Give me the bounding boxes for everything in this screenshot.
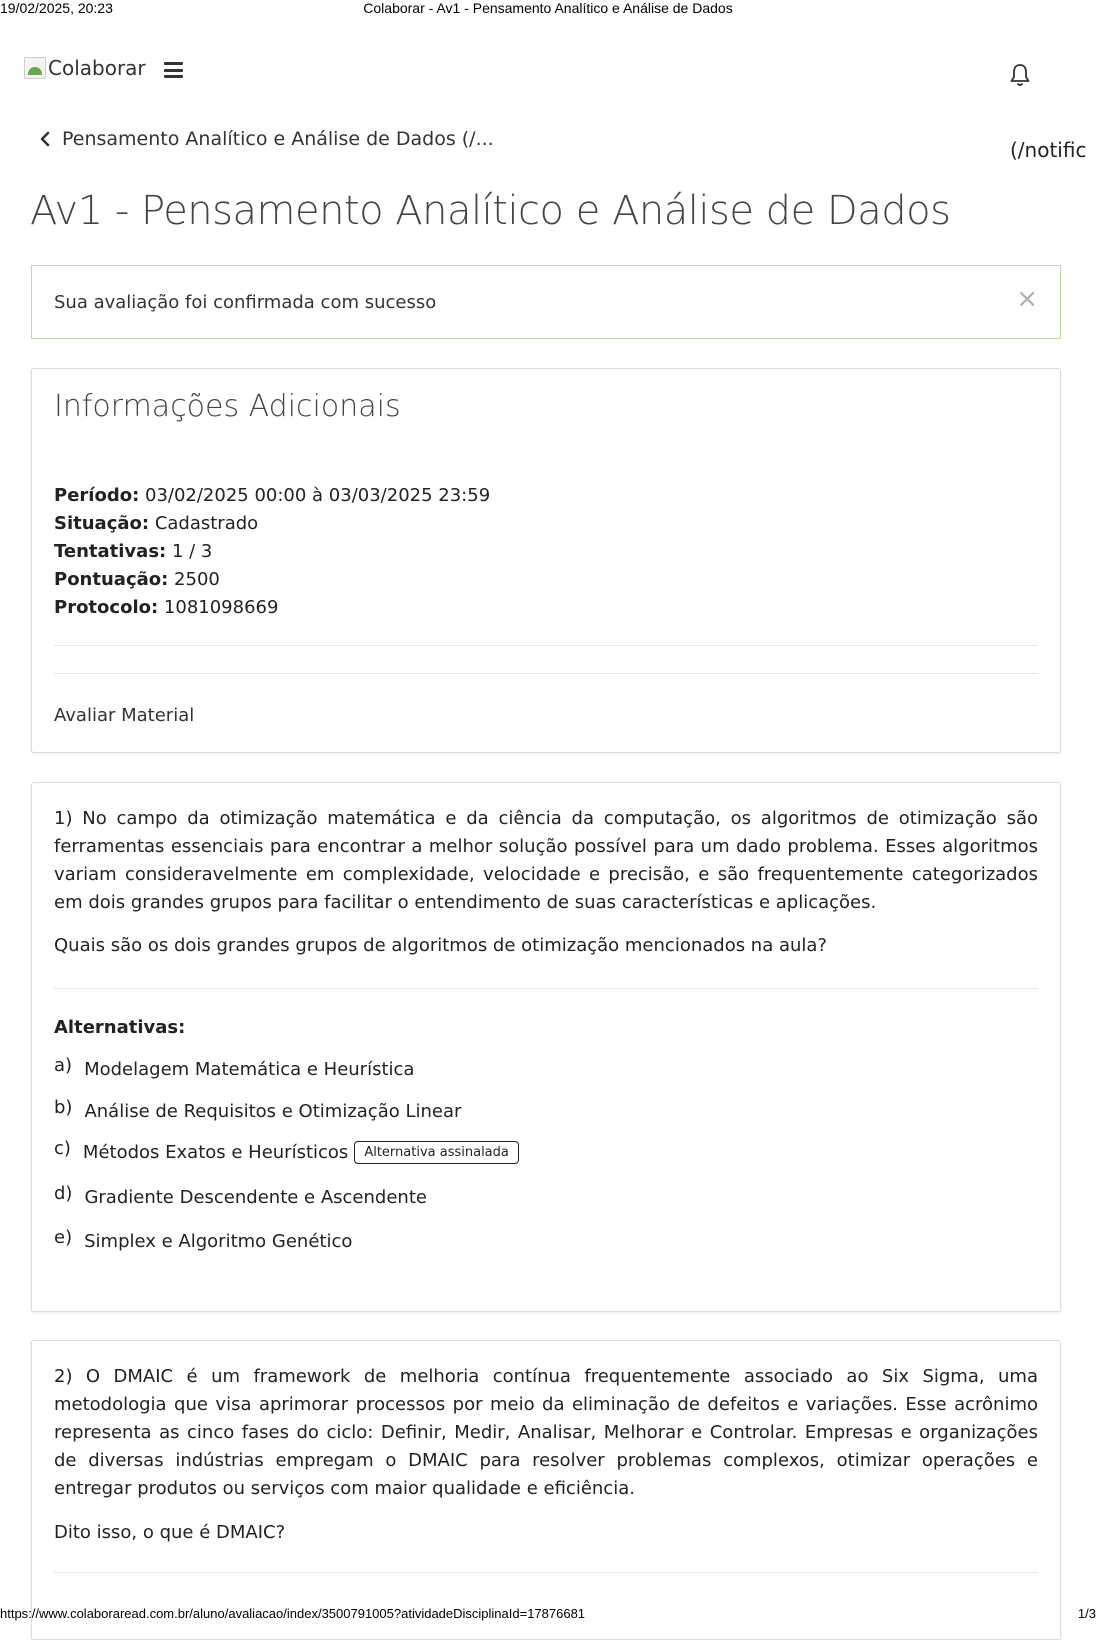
selected-alternative-badge: Alternativa assinalada — [354, 1141, 519, 1164]
divider — [54, 1572, 1038, 1573]
divider — [54, 988, 1038, 989]
chevron-left-icon — [38, 130, 52, 148]
alternative-d[interactable]: d) Gradiente Descendente e Ascendente — [54, 1183, 427, 1208]
print-doc-title: Colaborar - Av1 - Pensamento Analítico e Análise de Dados — [363, 0, 733, 16]
print-header — [0, 0, 1096, 18]
question-text: 2) O DMAIC é um framework de melhoria contínua frequentemente associado ao Six Sigma, uma metodologia que visa aprimorar processos por meio da eliminação de defeitos e variações. Esse acrônimo representa as cinco fases do ciclo: Definir, Medir, Analisar, Melhorar e Controlar. Empresas e organizações de diversas indústrias empregam o DMAIC para resolver problemas complexos, otimizar operações e entregar produtos ou serviços com maior qualidade e eficiência. — [54, 1366, 1038, 1499]
alternative-b[interactable]: b) Análise de Requisitos e Otimização Linear — [54, 1097, 462, 1122]
alert-message: Sua avaliação foi confirmada com sucesso — [54, 292, 437, 313]
alternative-a[interactable]: a) Modelagem Matemática e Heurística — [54, 1055, 415, 1080]
question-text: 1) No campo da otimização matemática e da ciência da computação, os algoritmos de otimização são ferramentas essenciais para encontrar a melhor solução possível para um dado problema. Esses algoritmos variam consideravelmente em complexidade, velocidade e precisão, e são frequentemente categorizados em dois grandes grupos para facilitar o entendimento de suas características e aplicações. — [54, 808, 1038, 913]
hamburger-menu-icon[interactable] — [164, 62, 183, 78]
info-list — [54, 482, 490, 622]
divider — [54, 673, 1038, 674]
rate-material-link[interactable]: Avaliar Material — [54, 705, 195, 726]
broken-image-icon — [24, 57, 46, 79]
info-row-tentativas: Tentativas: 1 / 3 — [54, 541, 213, 562]
divider — [54, 645, 1038, 646]
question-card-1 — [31, 782, 1061, 1312]
alternative-e[interactable]: e) Simplex e Algoritmo Genético — [54, 1227, 353, 1252]
info-row-periodo: Período: 03/02/2025 00:00 à 03/03/2025 23:59 — [54, 485, 491, 506]
additional-info-card — [31, 368, 1061, 753]
alternative-c[interactable]: c) Métodos Exatos e Heurísticos Alternativa assinalada — [54, 1141, 519, 1164]
breadcrumb-label: Pensamento Analítico e Análise de Dados (/... — [62, 128, 494, 150]
page-title: Av1 - Pensamento Analítico e Análise de Dados — [30, 188, 951, 234]
print-footer — [0, 1604, 1096, 1624]
close-icon[interactable]: × — [1016, 284, 1038, 314]
success-alert — [31, 265, 1061, 339]
top-navbar — [24, 48, 1064, 98]
alternatives-label: Alternativas: — [54, 1017, 186, 1038]
logo-alt-text: Colaborar — [48, 56, 146, 80]
info-title: Informações Adicionais — [54, 389, 401, 424]
notifications-link[interactable]: (/notific — [1010, 138, 1087, 162]
info-row-pontuacao: Pontuação: 2500 — [54, 569, 220, 590]
print-datetime: 19/02/2025, 20:23 — [0, 0, 113, 16]
breadcrumb-back-link[interactable] — [38, 128, 494, 150]
question-prompt: Dito isso, o que é DMAIC? — [54, 1522, 286, 1543]
info-row-situacao: Situação: Cadastrado — [54, 513, 259, 534]
notification-bell-icon[interactable] — [1008, 62, 1032, 88]
question-card-2 — [31, 1340, 1061, 1640]
question-prompt: Quais são os dois grandes grupos de algoritmos de otimização mencionados na aula? — [54, 935, 827, 956]
logo-link[interactable] — [24, 56, 146, 80]
print-url: https://www.colaboraread.com.br/aluno/avaliacao/index/3500791005?atividadeDisciplinaId=17876681 — [0, 1606, 586, 1621]
info-row-protocolo: Protocolo: 1081098669 — [54, 597, 279, 618]
print-page-number: 1/3 — [1077, 1606, 1096, 1621]
